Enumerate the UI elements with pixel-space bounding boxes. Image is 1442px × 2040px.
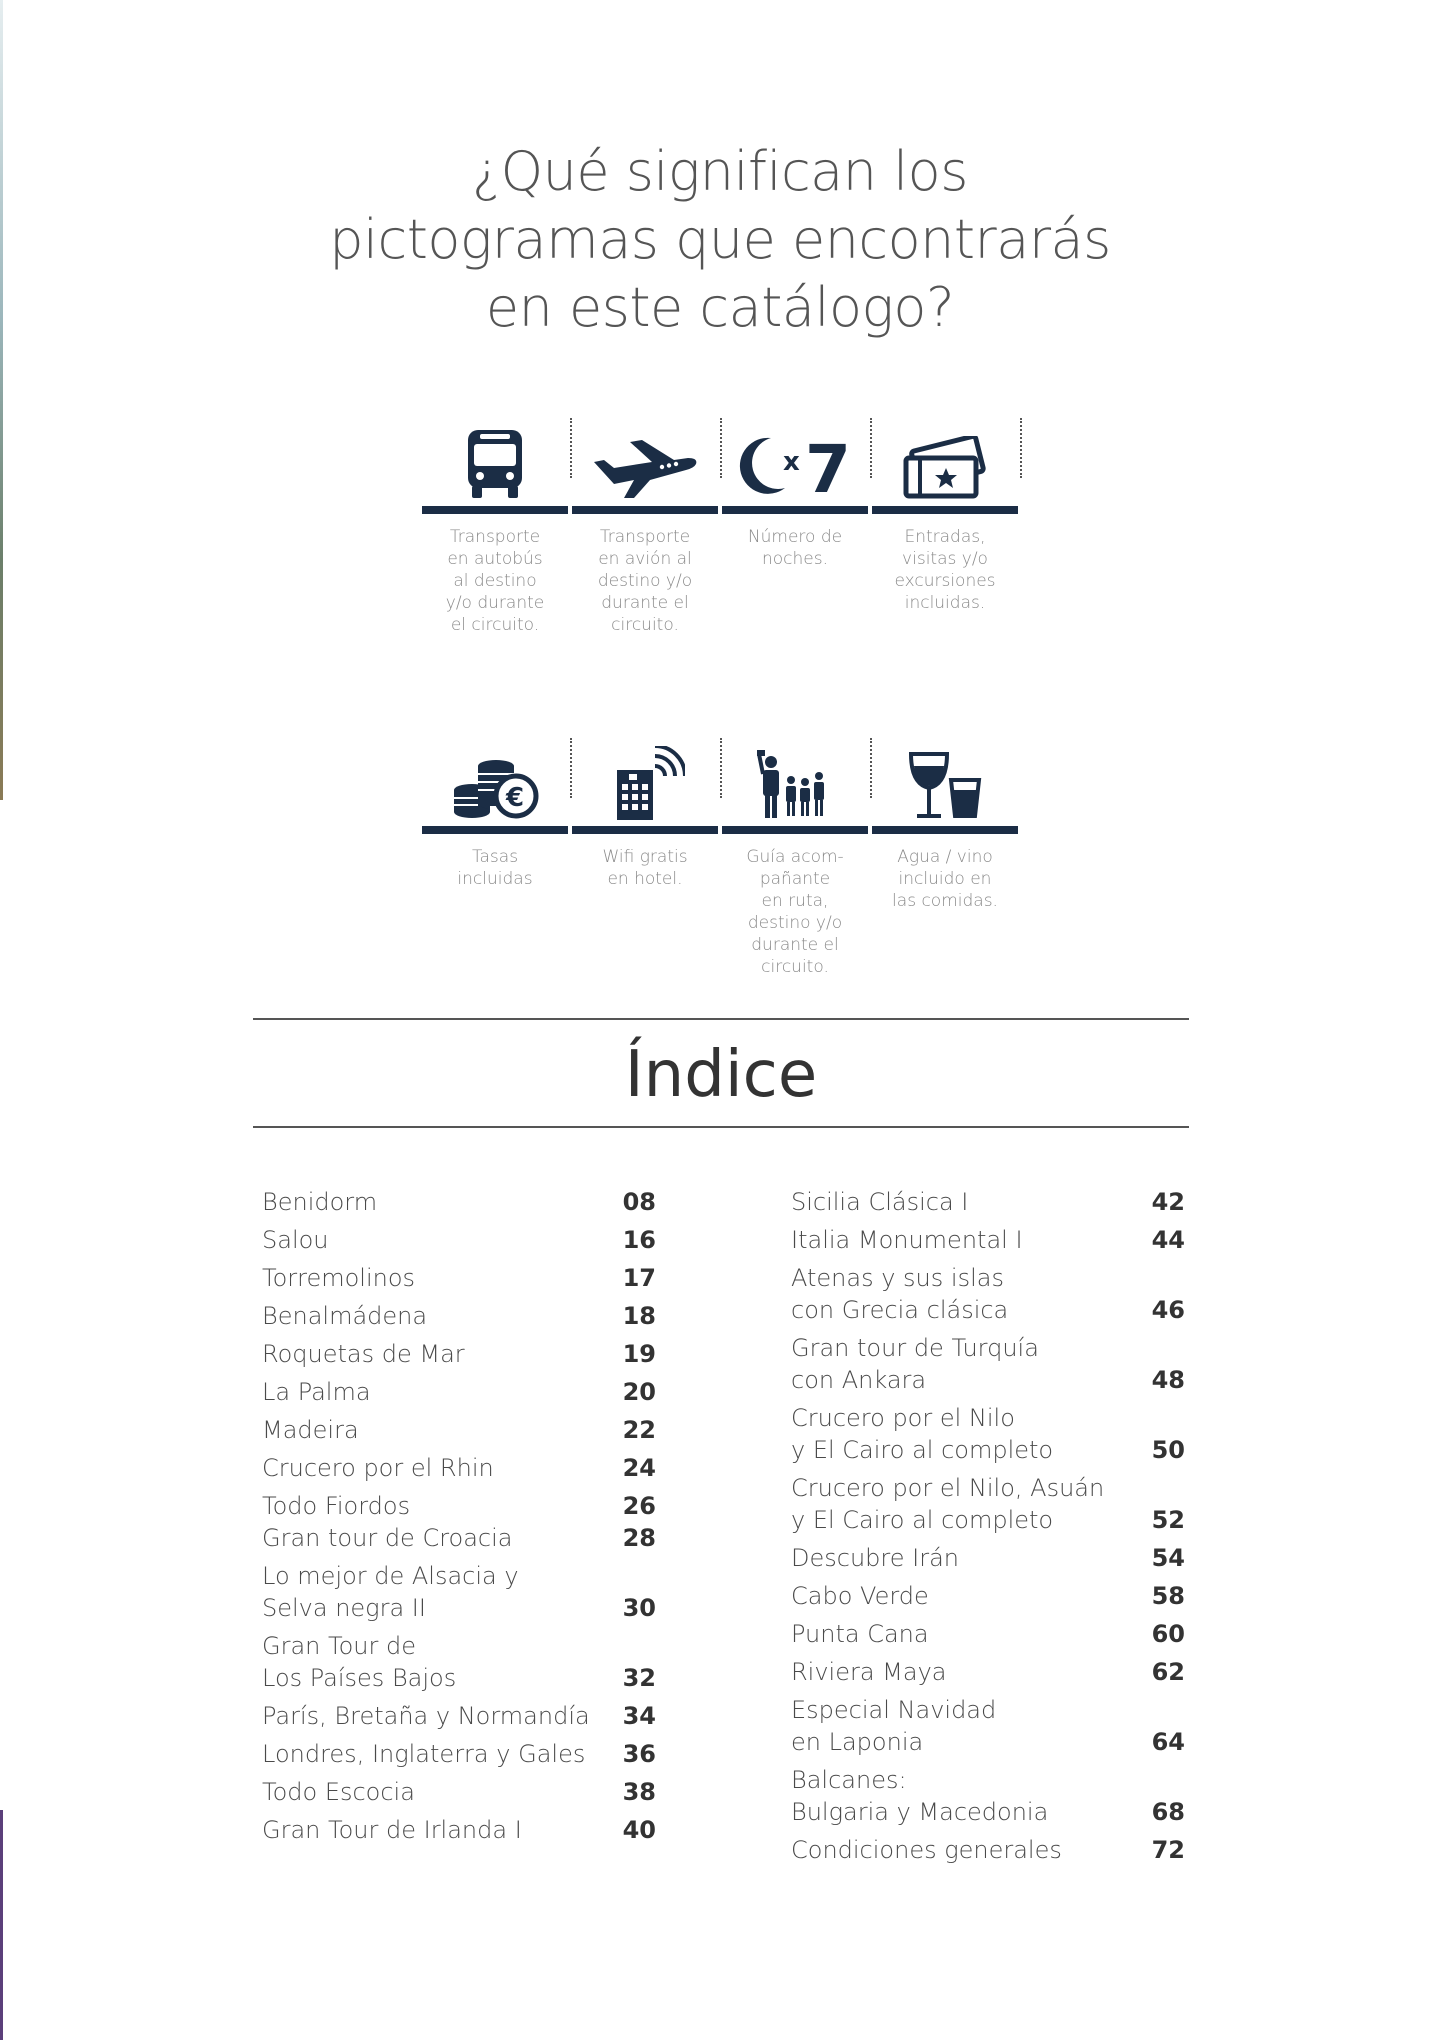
index-entry[interactable] bbox=[262, 1224, 656, 1256]
index-entry-page: 42 bbox=[1151, 1188, 1185, 1216]
index-entry[interactable] bbox=[791, 1618, 1185, 1650]
index-entry-page: 50 bbox=[1151, 1436, 1185, 1464]
index-entry-page: 44 bbox=[1151, 1226, 1185, 1254]
index-entry-name: Benalmádena bbox=[262, 1302, 428, 1330]
moon-nights-icon bbox=[735, 430, 855, 500]
index-entry[interactable] bbox=[791, 1764, 1185, 1828]
nights-x: x bbox=[783, 447, 800, 477]
index-entry-page: 48 bbox=[1151, 1366, 1185, 1394]
index-entry[interactable] bbox=[791, 1472, 1185, 1536]
pictogram-wifi bbox=[570, 734, 720, 978]
index-entry-name: Italia Monumental I bbox=[791, 1226, 1023, 1254]
index-entry[interactable] bbox=[791, 1580, 1185, 1612]
index-entry[interactable] bbox=[262, 1700, 656, 1732]
index-entry-name: París, Bretaña y Normandía bbox=[262, 1702, 590, 1730]
index-entry[interactable] bbox=[262, 1300, 656, 1332]
index-entry-page: 64 bbox=[1151, 1728, 1185, 1756]
index-entry-name: Cabo Verde bbox=[791, 1582, 929, 1610]
index-entry-page: 24 bbox=[622, 1454, 656, 1482]
pictogram-underline bbox=[722, 826, 868, 834]
index-entry-page: 19 bbox=[622, 1340, 656, 1368]
pictogram-nights bbox=[720, 414, 870, 636]
index-entry-name: La Palma bbox=[262, 1378, 371, 1406]
index-entry[interactable] bbox=[262, 1376, 656, 1408]
index-entry[interactable] bbox=[262, 1452, 656, 1484]
pictogram-row-1 bbox=[420, 414, 1020, 636]
pictogram-row-2 bbox=[420, 734, 1020, 978]
index-entry-name: Londres, Inglaterra y Gales bbox=[262, 1740, 586, 1768]
index-entry-name: Salou bbox=[262, 1226, 329, 1254]
index-entry-page: 72 bbox=[1151, 1836, 1185, 1864]
index-entry-name: Descubre Irán bbox=[791, 1544, 959, 1572]
left-edge-decoration-bottom bbox=[0, 1810, 3, 2040]
left-edge-decoration bbox=[0, 0, 3, 800]
plane-icon bbox=[590, 436, 700, 500]
heading-line-1: ¿Qué significan los bbox=[472, 140, 968, 203]
index-entry-page: 32 bbox=[622, 1664, 656, 1692]
index-entry[interactable] bbox=[791, 1332, 1185, 1396]
index-entry[interactable] bbox=[791, 1542, 1185, 1574]
index-entry-page: 52 bbox=[1151, 1506, 1185, 1534]
index-entry-name: Gran tour de Croacia bbox=[262, 1524, 513, 1552]
index-entry-page: 68 bbox=[1151, 1798, 1185, 1826]
pictogram-caption: Wifi gratis en hotel. bbox=[602, 847, 688, 889]
pictogram-caption: Agua / vino incluido en las comidas. bbox=[892, 847, 998, 911]
index-entry[interactable] bbox=[262, 1262, 656, 1294]
pictogram-caption: Transporte en autobús al destino y/o durante el circuito. bbox=[445, 527, 545, 635]
index-entry-name: Torremolinos bbox=[262, 1264, 416, 1292]
index-entry-page: 08 bbox=[622, 1188, 656, 1216]
index-column-left bbox=[262, 1186, 656, 1852]
index-entry-page: 18 bbox=[622, 1302, 656, 1330]
index-title: Índice bbox=[624, 1038, 818, 1112]
heading-line-3: en este catálogo? bbox=[485, 276, 955, 339]
index-bottom-rule bbox=[253, 1126, 1189, 1128]
index-entry-name: Punta Cana bbox=[791, 1620, 929, 1648]
svg-text:€: € bbox=[506, 783, 525, 813]
index-entry[interactable] bbox=[262, 1776, 656, 1808]
index-entry-page: 60 bbox=[1151, 1620, 1185, 1648]
index-entry[interactable] bbox=[791, 1262, 1185, 1326]
index-entry[interactable] bbox=[791, 1224, 1185, 1256]
pictogram-bus bbox=[420, 414, 570, 636]
pictogram-taxes bbox=[420, 734, 570, 978]
pictogram-underline bbox=[872, 826, 1018, 834]
index-top-rule bbox=[253, 1018, 1189, 1020]
pictogram-caption: Número de noches. bbox=[747, 527, 843, 569]
index-entry[interactable] bbox=[262, 1414, 656, 1446]
nights-number: 7 bbox=[805, 431, 851, 500]
index-column-right bbox=[791, 1186, 1185, 1872]
index-entry-name: Gran Tour de Los Países Bajos bbox=[262, 1632, 457, 1692]
index-entry-name: Balcanes: Bulgaria y Macedonia bbox=[791, 1766, 1049, 1826]
pictogram-guide bbox=[720, 734, 870, 978]
coins-euro-icon bbox=[450, 752, 540, 820]
bus-icon bbox=[464, 428, 526, 500]
pictogram-caption: Tasas incluidas bbox=[457, 847, 533, 889]
index-entry-name: Crucero por el Nilo, Asuán y El Cairo al completo bbox=[791, 1474, 1105, 1534]
index-entry[interactable] bbox=[262, 1738, 656, 1770]
index-entry[interactable] bbox=[262, 1338, 656, 1370]
index-entry[interactable] bbox=[791, 1402, 1185, 1466]
index-entry-page: 20 bbox=[622, 1378, 656, 1406]
wine-water-icon bbox=[907, 750, 983, 820]
index-entry-name: Sicilia Clásica I bbox=[791, 1188, 969, 1216]
index-entry-name: Condiciones generales bbox=[791, 1836, 1062, 1864]
index-entry-name: Todo Fiordos bbox=[262, 1492, 411, 1520]
pictogram-underline bbox=[572, 506, 718, 514]
index-entry[interactable] bbox=[262, 1490, 656, 1522]
pictogram-underline bbox=[722, 506, 868, 514]
index-entry-name: Gran Tour de Irlanda I bbox=[262, 1816, 522, 1844]
index-entry-page: 40 bbox=[622, 1816, 656, 1844]
index-entry-name: Gran tour de Turquía con Ankara bbox=[791, 1334, 1039, 1394]
pictogram-caption: Guía acom- pañante en ruta, destino y/o durante el circuito. bbox=[746, 847, 844, 977]
index-entry-page: 22 bbox=[622, 1416, 656, 1444]
index-entry[interactable] bbox=[791, 1834, 1185, 1866]
tour-guide-icon bbox=[757, 750, 833, 820]
index-entry-page: 26 bbox=[622, 1492, 656, 1520]
index-entry-page: 54 bbox=[1151, 1544, 1185, 1572]
index-entry[interactable] bbox=[262, 1522, 656, 1554]
index-entry-page: 38 bbox=[622, 1778, 656, 1806]
index-entry-name: Todo Escocia bbox=[262, 1778, 415, 1806]
index-entry[interactable] bbox=[791, 1186, 1185, 1218]
ticket-icon bbox=[900, 436, 990, 500]
hotel-wifi-icon bbox=[605, 746, 685, 820]
pictogram-drinks bbox=[870, 734, 1020, 978]
heading-line-2: pictogramas que encontrarás bbox=[329, 208, 1111, 271]
dotted-separator bbox=[1020, 418, 1022, 478]
index-entry-page: 16 bbox=[622, 1226, 656, 1254]
index-entry[interactable] bbox=[791, 1694, 1185, 1758]
index-entry[interactable] bbox=[262, 1186, 656, 1218]
pictograms-heading bbox=[300, 138, 1140, 342]
pictogram-tickets bbox=[870, 414, 1020, 636]
index-entry-page: 36 bbox=[622, 1740, 656, 1768]
index-entry[interactable] bbox=[262, 1560, 656, 1624]
pictogram-caption: Transporte en avión al destino y/o durante el circuito. bbox=[597, 527, 693, 635]
index-entry-name: Benidorm bbox=[262, 1188, 378, 1216]
index-entry-page: 34 bbox=[622, 1702, 656, 1730]
index-entry-name: Atenas y sus islas con Grecia clásica bbox=[791, 1264, 1009, 1324]
index-entry[interactable] bbox=[791, 1656, 1185, 1688]
index-entry-page: 62 bbox=[1151, 1658, 1185, 1686]
index-entry-name: Crucero por el Rhin bbox=[262, 1454, 494, 1482]
index-entry-page: 30 bbox=[622, 1594, 656, 1622]
index-entry[interactable] bbox=[262, 1814, 656, 1846]
pictogram-underline bbox=[872, 506, 1018, 514]
index-entry-name: Roquetas de Mar bbox=[262, 1340, 465, 1368]
index-entry-page: 28 bbox=[622, 1524, 656, 1552]
index-entry-name: Especial Navidad en Laponia bbox=[791, 1696, 997, 1756]
index-entry-name: Crucero por el Nilo y El Cairo al completo bbox=[791, 1404, 1054, 1464]
index-entry[interactable] bbox=[262, 1630, 656, 1694]
index-entry-page: 46 bbox=[1151, 1296, 1185, 1324]
index-entry-name: Lo mejor de Alsacia y Selva negra II bbox=[262, 1562, 519, 1622]
pictogram-underline bbox=[422, 506, 568, 514]
index-entry-page: 17 bbox=[622, 1264, 656, 1292]
pictogram-underline bbox=[572, 826, 718, 834]
index-entry-name: Riviera Maya bbox=[791, 1658, 947, 1686]
pictogram-caption: Entradas, visitas y/o excursiones incluidas. bbox=[894, 527, 996, 613]
index-entry-name: Madeira bbox=[262, 1416, 359, 1444]
index-entry-page: 58 bbox=[1151, 1582, 1185, 1610]
pictogram-underline bbox=[422, 826, 568, 834]
pictogram-plane bbox=[570, 414, 720, 636]
